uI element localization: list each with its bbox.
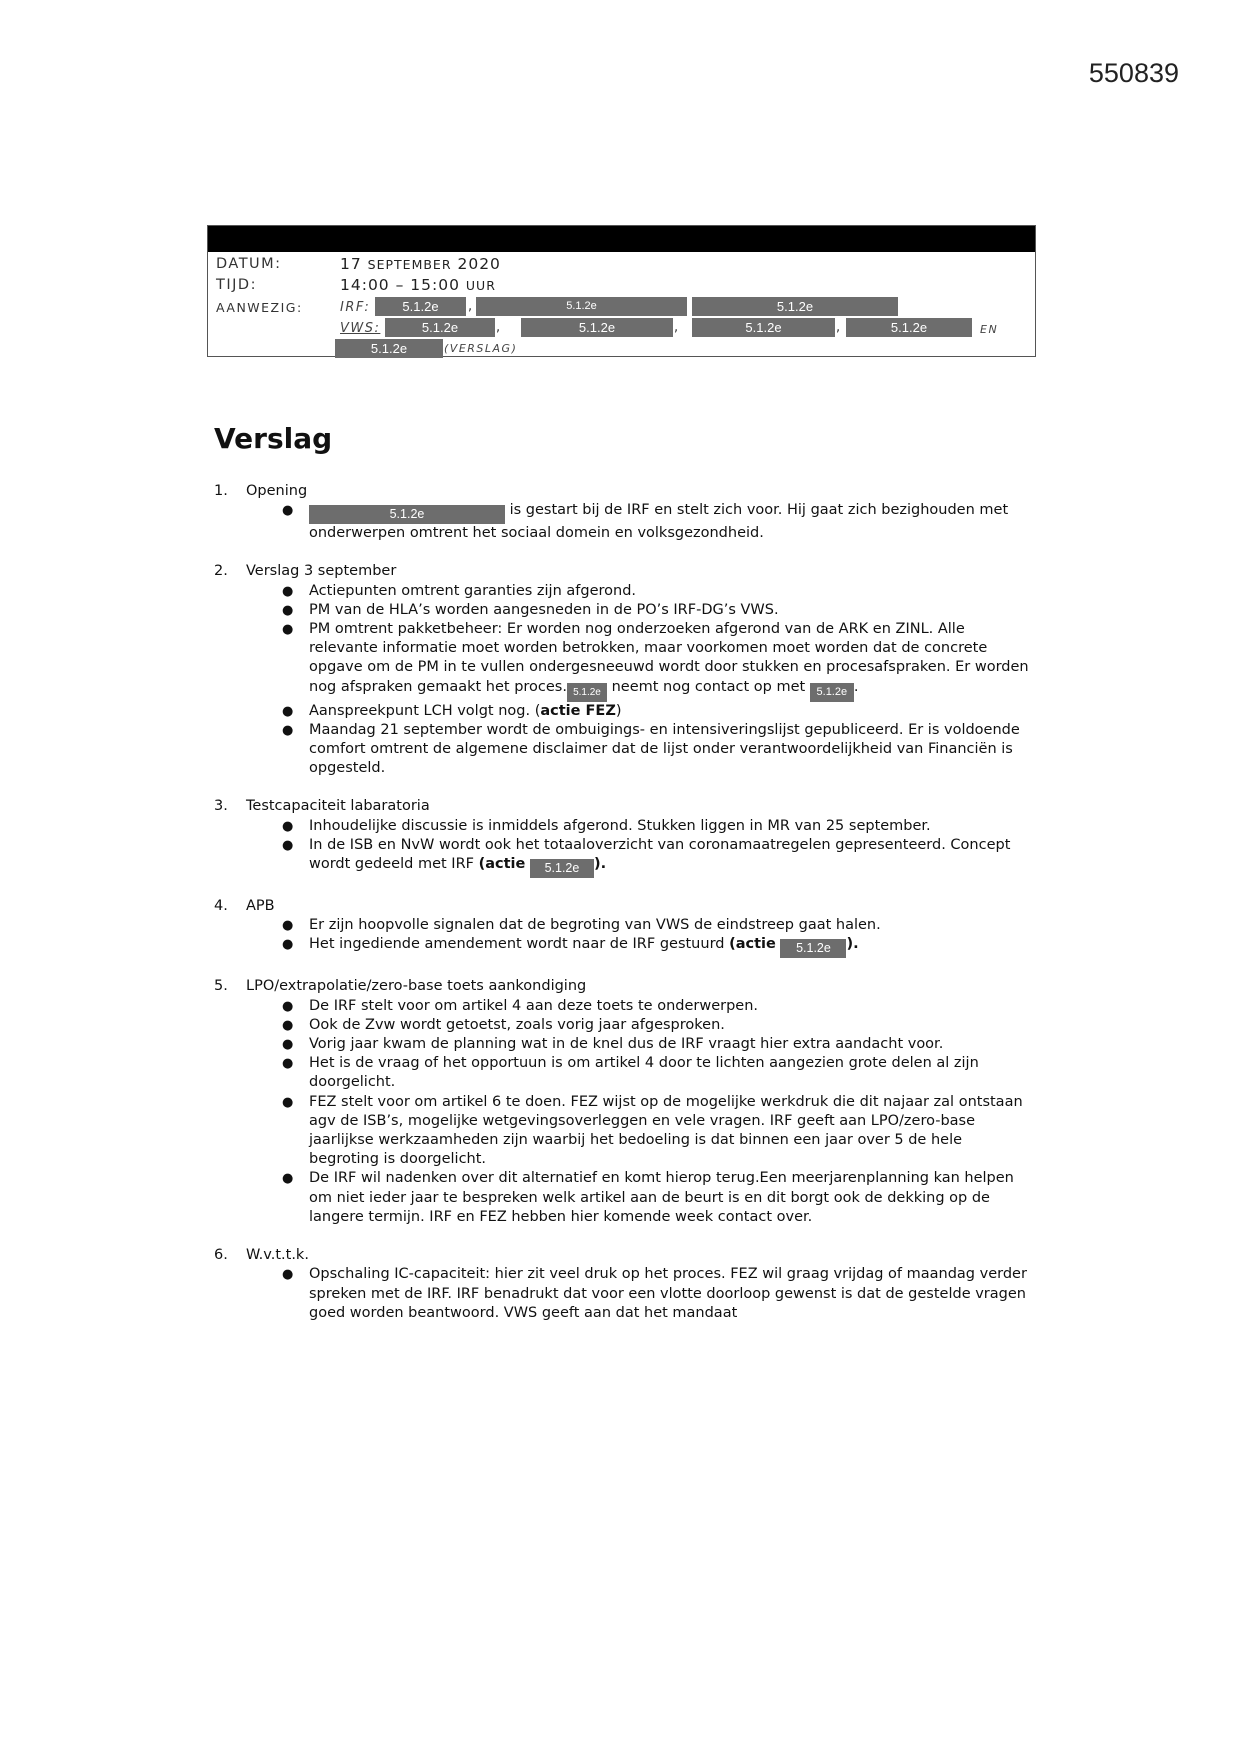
irf-label: IRF: bbox=[340, 300, 371, 315]
redaction-irf-2: 5.1.2e bbox=[476, 297, 687, 316]
list-item: ● Het is de vraag of het opportuun is om artikel 4 door te lichten aangezien grote delen al zijn doorgelicht. bbox=[282, 1055, 979, 1091]
redaction-vws-5: 5.1.2e bbox=[335, 339, 443, 358]
list-item: ● Vorig jaar kwam de planning wat in de knel dus de IRF vraagt hier extra aandacht voor. bbox=[282, 1036, 944, 1053]
redaction: 5.1.2e bbox=[309, 505, 505, 524]
vws-label: VWS: bbox=[340, 321, 381, 336]
datum-label: DATUM: bbox=[216, 256, 282, 272]
list-item: ● Maandag 21 september wordt de ombuigings- en intensiveringslijst gepubliceerd. Er is voldoende comfort omtrent de algemene disclaimer dat de lijst onder verantwoordelijkheid van Financiën is opgesteld. bbox=[282, 721, 1020, 777]
redaction-irf-1: 5.1.2e bbox=[375, 297, 466, 316]
list-item: ● De IRF stelt voor om artikel 4 aan deze toets te onderwerpen. bbox=[282, 997, 759, 1014]
section-title: Opening bbox=[246, 483, 308, 499]
header-bar bbox=[208, 226, 1035, 252]
section-title: W.v.t.t.k. bbox=[246, 1247, 309, 1264]
page-title: Verslag bbox=[214, 422, 333, 455]
list-item: ● In de ISB en NvW wordt ook het totaaloverzicht van coronamaatregelen gepresenteerd. Concept wordt gedeeld met IRF (actie 5.1.2e ). bbox=[246, 836, 1034, 878]
section-3: 3. Testcapaciteit labaratoria ● Inhoudelijke discussie is inmiddels afgerond. Stukken liggen in MR van 25 september. ● In de ISB en NvW wordt ook het totaaloverzicht van coronamaatregelen gepresenteerd. Concept wordt gedeeld met IRF (actie 5.1.2e ). bbox=[214, 797, 1034, 878]
section-title: Verslag 3 september bbox=[246, 563, 397, 580]
list-item: ● PM van de HLA’s worden aangesneden in de PO’s IRF-DG’s VWS. bbox=[282, 601, 779, 618]
list-item: ● Er zijn hoopvolle signalen dat de begroting van VWS de eindstreep gaat halen. bbox=[282, 917, 881, 934]
section-title: APB bbox=[246, 898, 275, 915]
tijd-value: 14:00 – 15:00 UUR bbox=[340, 276, 496, 294]
list-item: ● Actiepunten omtrent garanties zijn afgerond. bbox=[282, 582, 637, 599]
datum-value: 17 SEPTEMBER 2020 bbox=[340, 255, 501, 273]
section-2: 2. Verslag 3 september ● Actiepunten omtrent garanties zijn afgerond. ● PM van de HLA’s worden aangesneden in de PO’s IRF-DG’s VWS. ● PM omtrent pakketbeheer: Er worden nog onderzoeken afgerond van de ARK en ZINL. Alle relevante informatie moet worden betrokken, maar voorkomen moet worden dat de concrete opgave om de PM in te vullen ondergesneeuwd wordt door stukken en procesafspraken. Er worden nog afspraken gemaakt het proces. 5.1.2e neemt nog contact op met 5.1.2e . ● Aanspreekpunt LCH volgt nog. (actie FEZ) ● Maandag 21 september wordt de ombuigings- en intensiveringslijst gepubliceerd. Er is voldoende comfort omtrent de algemene disclaimer dat de lijst onder verantwoordelijkheid van Financiën is opgesteld. bbox=[214, 562, 1034, 778]
aanwezig-label: AANWEZIG: bbox=[216, 300, 303, 315]
comma: , bbox=[836, 320, 841, 335]
list-item: ● Het ingediende amendement wordt naar de IRF gestuurd (actie 5.1.2e ). bbox=[246, 935, 1034, 958]
meeting-header bbox=[207, 225, 1036, 357]
tijd-label: TIJD: bbox=[216, 277, 257, 293]
list-item: ● Opschaling IC-capaciteit: hier zit veel druk op het proces. FEZ wil graag vrijdag of maandag verder spreken met de IRF. IRF benadrukt dat voor een vlotte doorloop gewenst is dat de gestelde vragen goed worden beantwoord. VWS geeft aan dat het mandaat bbox=[282, 1266, 1027, 1321]
verslag-tag: (VERSLAG) bbox=[444, 342, 518, 355]
redaction-irf-3: 5.1.2e bbox=[692, 297, 898, 316]
comma: , bbox=[496, 320, 501, 335]
redaction-vws-3: 5.1.2e bbox=[692, 318, 835, 337]
redaction-vws-1: 5.1.2e bbox=[385, 318, 495, 337]
list-item: ● PM omtrent pakketbeheer: Er worden nog onderzoeken afgerond van de ARK en ZINL. Alle relevante informatie moet worden betrokken, maar voorkomen moet worden dat de concrete opgave om de PM in te vullen ondergesneeuwd wordt door stukken en procesafspraken. Er worden nog afspraken gemaakt het proces. 5.1.2e neemt nog contact op met 5.1.2e . bbox=[246, 620, 1034, 702]
list-item: ● 5.1.2e is gestart bij de IRF en stelt zich voor. Hij gaat zich bezighouden met onderwerpen omtrent het sociaal domein en volksgezondheid. bbox=[282, 502, 1009, 542]
section-title: LPO/extrapolatie/zero-base toets aankondiging bbox=[246, 978, 587, 995]
list-item: ● FEZ stelt voor om artikel 6 te doen. FEZ wijst op de mogelijke werkdruk die dit najaar zal ontstaan agv de ISB’s, mogelijke wetgevingsoverleggen en vele vragen. IRF geeft aan LPO/zero-base jaarlijkse werkzaamheden zijn waarbij het bedoeling is dat binnen een jaar over 5 de hele begroting is doorgelicht. bbox=[282, 1093, 1023, 1168]
list-item: ● Aanspreekpunt LCH volgt nog. (actie FEZ) bbox=[282, 702, 622, 719]
redaction-vws-2: 5.1.2e bbox=[521, 318, 673, 337]
redaction: 5.1.2e bbox=[810, 683, 854, 702]
en-label: EN bbox=[980, 323, 999, 336]
section-1: 1. Opening ● 5.1.2e is gestart bij de IRF en stelt zich voor. Hij gaat zich bezighouden met onderwerpen omtrent het sociaal domein en volksgezondheid. bbox=[214, 482, 1034, 543]
section-4: 4. APB ● Er zijn hoopvolle signalen dat de begroting van VWS de eindstreep gaat halen. ● Het ingediende amendement wordt naar de IRF gestuurd (actie 5.1.2e ). bbox=[214, 897, 1034, 958]
section-5: 5. LPO/extrapolatie/zero-base toets aankondiging ● De IRF stelt voor om artikel 4 aan deze toets te onderwerpen. ● Ook de Zvw wordt getoetst, zoals vorig jaar afgesproken. ● Vorig jaar kwam de planning wat in de knel dus de IRF vraagt hier extra aandacht voor. ● Het is de vraag of het opportuun is om artikel 4 door te lichten aangezien grote delen al zijn doorgelicht. ● FEZ stelt voor om artikel 6 te doen. FEZ wijst op de mogelijke werkdruk die dit najaar zal ontstaan agv de ISB’s, mogelijke wetgevingsoverleggen en vele vragen. IRF geeft aan LPO/zero-base jaarlijkse werkzaamheden zijn waarbij het bedoeling is dat binnen een jaar over 5 de hele begroting is doorgelicht. ● De IRF wil nadenken over dit alternatief en komt hierop terug.Een meerjarenplanning kan helpen om niet ieder jaar te bespreken welk artikel aan de beurt is en dit borgt ook de dekking op de langere termijn. IRF en FEZ hebben hier komende week contact over. bbox=[214, 977, 1034, 1227]
section-6: 6. W.v.t.t.k. ● Opschaling IC-capaciteit: hier zit veel druk op het proces. FEZ wil graag vrijdag of maandag verder spreken met de IRF. IRF benadrukt dat voor een vlotte doorloop gewenst is dat de gestelde vragen goed worden beantwoord. VWS geeft aan dat het mandaat bbox=[214, 1246, 1034, 1323]
redaction: 5.1.2e bbox=[567, 683, 607, 702]
redaction-vws-4: 5.1.2e bbox=[846, 318, 972, 337]
comma: , bbox=[674, 320, 679, 335]
comma: , bbox=[468, 299, 473, 314]
section-title: Testcapaciteit labaratoria bbox=[246, 798, 430, 815]
list-item: ● Ook de Zvw wordt getoetst, zoals vorig jaar afgesproken. bbox=[282, 1016, 725, 1033]
list-item: ● De IRF wil nadenken over dit alternatief en komt hierop terug.Een meerjarenplanning kan helpen om niet ieder jaar te bespreken welk artikel aan de beurt is en dit borgt ook de dekking op de langere termijn. IRF en FEZ hebben hier komende week contact over. bbox=[282, 1170, 1014, 1225]
document-number: 550839 bbox=[1088, 58, 1179, 88]
redaction: 5.1.2e bbox=[780, 939, 846, 958]
minutes-body bbox=[214, 482, 1034, 1342]
list-item: ● Inhoudelijke discussie is inmiddels afgerond. Stukken liggen in MR van 25 september. bbox=[282, 817, 931, 834]
redaction: 5.1.2e bbox=[530, 859, 594, 878]
